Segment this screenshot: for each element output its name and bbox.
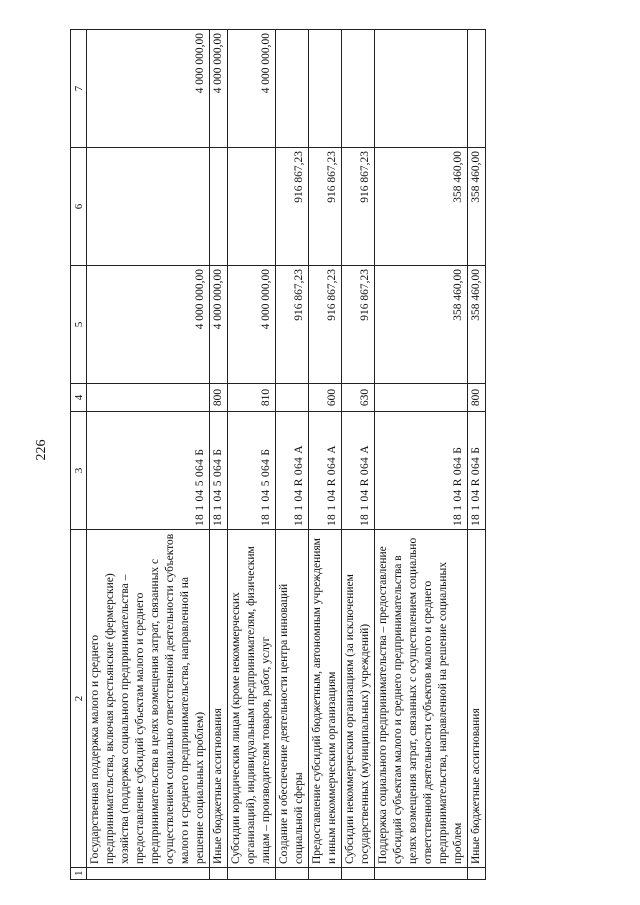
table-row — [468, 30, 486, 880]
row-code: 18 1 04 R 064 Б — [375, 412, 468, 530]
row-col7 — [276, 30, 309, 148]
header-cell: 7 — [71, 30, 87, 148]
row-code: 18 1 04 5 064 Б — [228, 412, 276, 530]
row-number-cell — [276, 868, 309, 880]
row-col5: 916 867,23 — [309, 266, 342, 384]
row-col6 — [210, 148, 228, 266]
row-col6: 916 867,23 — [309, 148, 342, 266]
row-number-cell — [468, 868, 486, 880]
row-code: 18 1 04 5 064 Б — [87, 412, 210, 530]
row-col6 — [228, 148, 276, 266]
row-name: Государственная поддержка малого и среднего предпринимательства, включая крестьянские (фермерские) хозяйства (поддержка социального предпринимательства – предоставление субсидий субъектам малого и среднего предпринимательства в целях возмещения затрат, связанных с осуществлением социально ответственной деятельности субъектов малого и среднего предпринимательства, направленной на решение социальных проблем) — [87, 530, 210, 868]
page-number: 226 — [34, 439, 49, 461]
table-row — [210, 30, 228, 880]
row-col7 — [468, 30, 486, 148]
budget-table — [70, 29, 486, 880]
row-col7: 4 000 000,00 — [87, 30, 210, 148]
row-col5: 4 000 000,00 — [228, 266, 276, 384]
row-number-cell — [87, 868, 210, 880]
header-cell: 4 — [71, 384, 87, 412]
row-name: Иные бюджетные ассигнования — [210, 530, 228, 868]
row-col5: 4 000 000,00 — [210, 266, 228, 384]
row-code: 18 1 04 R 064 А — [276, 412, 309, 530]
row-vr: 800 — [468, 384, 486, 412]
row-name: Субсидии юридическим лицам (кроме некоммерческих организаций), индивидуальным предпринимателям, физическим лицам – производителям товаров, работ, услуг — [228, 530, 276, 868]
row-col5: 4 000 000,00 — [87, 266, 210, 384]
row-col7: 4 000 000,00 — [228, 30, 276, 148]
row-number-cell — [309, 868, 342, 880]
row-col6: 916 867,23 — [342, 148, 375, 266]
table-row — [342, 30, 375, 880]
row-col7 — [309, 30, 342, 148]
row-code: 18 1 04 R 064 А — [342, 412, 375, 530]
row-number-cell — [342, 868, 375, 880]
header-cell: 6 — [71, 148, 87, 266]
row-col5: 358 460,00 — [468, 266, 486, 384]
table-row — [276, 30, 309, 880]
row-number-cell — [375, 868, 468, 880]
row-vr — [87, 384, 210, 412]
row-name: Предоставление субсидий бюджетным, автономным учреждениям и иным некоммерческим организациям — [309, 530, 342, 868]
table-row — [228, 30, 276, 880]
header-cell: 5 — [71, 266, 87, 384]
row-col6 — [87, 148, 210, 266]
table-row — [87, 30, 210, 880]
row-name: Поддержка социального предпринимательства – предоставление субсидий субъектам малого и среднего предпринимательства в целях возмещения затрат, связанных с осуществлением социально ответственной деятельности субъектов малого и среднего предпринимательства, направленной на решение социальных проблем — [375, 530, 468, 868]
row-col7 — [342, 30, 375, 148]
rotated-page — [34, 30, 590, 880]
header-cell: 2 — [71, 530, 87, 868]
row-col7: 4 000 000,00 — [210, 30, 228, 148]
table-row — [309, 30, 342, 880]
row-col5: 916 867,23 — [342, 266, 375, 384]
header-cell: 1 — [71, 868, 87, 880]
table-row — [375, 30, 468, 880]
row-col5: 358 460,00 — [375, 266, 468, 384]
row-col6: 358 460,00 — [375, 148, 468, 266]
row-vr: 600 — [309, 384, 342, 412]
row-col7 — [375, 30, 468, 148]
row-code: 18 1 04 5 064 Б — [210, 412, 228, 530]
row-name: Субсидии некоммерческим организациям (за исключением государственных (муниципальных) учреждений) — [342, 530, 375, 868]
row-name: Создание и обеспечение деятельности центра инноваций социальной сферы — [276, 530, 309, 868]
row-name: Иные бюджетные ассигнования — [468, 530, 486, 868]
row-vr — [375, 384, 468, 412]
row-col6: 916 867,23 — [276, 148, 309, 266]
header-cell: 3 — [71, 412, 87, 530]
header-row — [71, 30, 87, 880]
row-number-cell — [228, 868, 276, 880]
row-vr: 800 — [210, 384, 228, 412]
row-vr: 810 — [228, 384, 276, 412]
row-vr: 630 — [342, 384, 375, 412]
row-number-cell — [210, 868, 228, 880]
row-vr — [276, 384, 309, 412]
row-code: 18 1 04 R 064 А — [309, 412, 342, 530]
row-col5: 916 867,23 — [276, 266, 309, 384]
row-col6: 358 460,00 — [468, 148, 486, 266]
row-code: 18 1 04 R 064 Б — [468, 412, 486, 530]
